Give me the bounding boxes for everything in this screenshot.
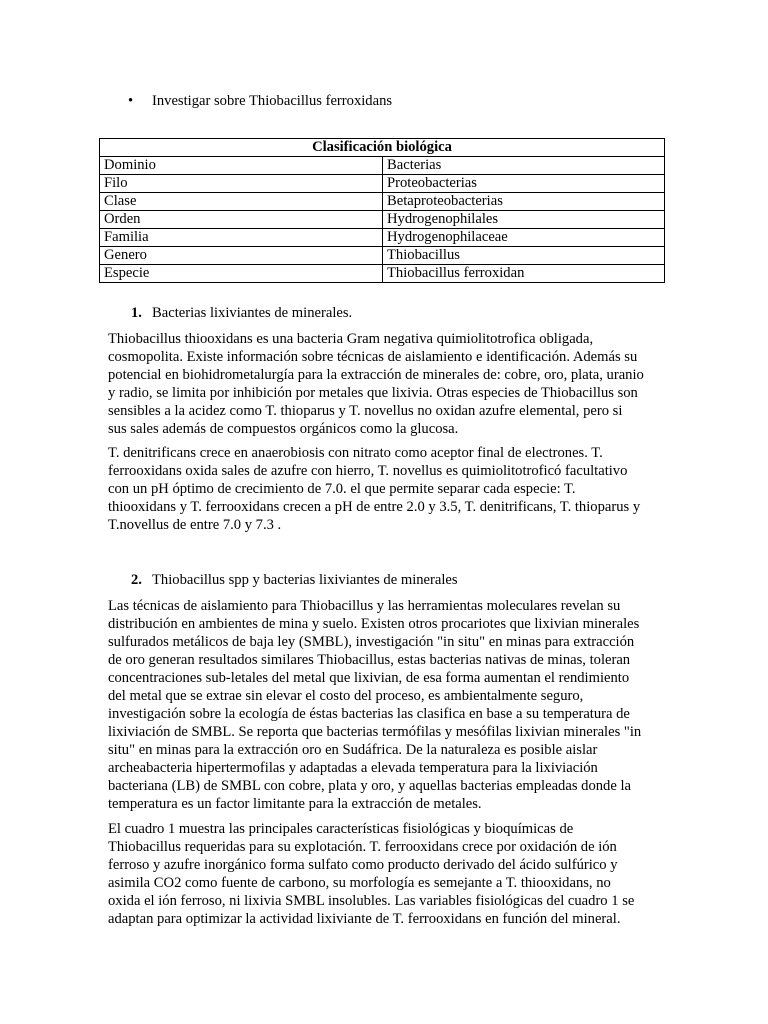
- text-line: Thiobacillus thiooxidans es una bacteria Gram negativa quimiolitotrofica obligada,: [108, 331, 594, 347]
- section-title: Thiobacillus spp y bacterias lixiviantes de minerales: [152, 572, 458, 588]
- rank-cell: Especie: [100, 265, 383, 283]
- section-2-paragraph-1: [108, 597, 664, 813]
- section-1-paragraph-2: [108, 444, 664, 534]
- text-line: Thiobacillus requeridas para su explotación. T. ferrooxidans crece por oxidación de ión: [108, 839, 617, 855]
- bullet-item: [128, 92, 392, 110]
- rank-cell: Dominio: [100, 157, 383, 175]
- bullet-icon: •: [128, 93, 134, 109]
- section-2-heading: [131, 571, 458, 589]
- rank-cell: Orden: [100, 211, 383, 229]
- table-row: [100, 229, 665, 247]
- text-line: temperatura es un factor limitante para la extracción de metales.: [108, 796, 482, 812]
- text-line: ferrooxidans oxida sales de azufre con hierro, T. novellus es quimiolitotroficó facultativo: [108, 463, 628, 479]
- taxon-cell: Hydrogenophilales: [383, 211, 665, 229]
- text-line: sulfurados metálicos de baja ley (SMBL), investigación "in situ" en minas para extracción: [108, 634, 635, 650]
- text-line: distribución en ambientes de mina y suelo. Existen otros procariotes que lixivian minerales: [108, 616, 640, 632]
- classification-table: [99, 138, 665, 283]
- section-number: 2.: [131, 572, 142, 588]
- text-line: potencial en biohidrometalurgía para la extracción de minerales de: cobre, oro, plata, uranio: [108, 367, 644, 383]
- table-row: [100, 247, 665, 265]
- text-line: bacteriana (LB) de SMBL con cobre, plata y oro, y aquellas bacterias empleadas donde la: [108, 778, 632, 794]
- section-1-heading: [131, 304, 352, 322]
- text-line: sus sales además de compuestos orgánicos como la glucosa.: [108, 421, 459, 437]
- table-row: [100, 157, 665, 175]
- text-line: situ" en minas para la extracción oro en Sudáfrica. De la naturaleza es posible aislar: [108, 742, 598, 758]
- section-1-paragraph-1: [108, 330, 664, 438]
- text-line: archeabacteria hipertermofilas y adaptadas a elevada temperatura para la lixiviación: [108, 760, 598, 776]
- text-line: investigación sobre la ecología de éstas bacterias las clasifica en base a su temperatura de: [108, 706, 630, 722]
- text-line: oxida el ión ferroso, ni lixivia SMBL insolubles. Las variables fisiológicas del cuadro 1 se: [108, 893, 635, 909]
- text-line: thiooxidans y T. ferrooxidans crecen a pH de entre 2.0 y 3.5, T. denitrificans, T. thioparus y: [108, 499, 641, 515]
- rank-cell: Familia: [100, 229, 383, 247]
- taxon-cell: Betaproteobacterias: [383, 193, 665, 211]
- rank-cell: Clase: [100, 193, 383, 211]
- text-line: concentraciones sub-letales del metal que lixivian, de esa forma aumentan el rendimiento: [108, 670, 630, 686]
- text-line: con un pH óptimo de crecimiento de 7.0. el que permite separar cada especie: T.: [108, 481, 576, 497]
- table-title: Clasificación biológica: [100, 139, 665, 157]
- text-line: y radio, se limita por inhibición por metales que lixivia. Otras especies de Thiobacillus son: [108, 385, 638, 401]
- section-title: Bacterias lixiviantes de minerales.: [152, 305, 353, 321]
- text-line: ferroso y azufre inorgánico forma sulfato como producto derivado del ácido sulfúrico y: [108, 857, 618, 873]
- text-line: T. denitrificans crece en anaerobiosis con nitrato como aceptor final de electrones. T.: [108, 445, 603, 461]
- taxon-cell: Proteobacterias: [383, 175, 665, 193]
- taxon-cell: Hydrogenophilaceae: [383, 229, 665, 247]
- section-number: 1.: [131, 305, 142, 321]
- text-line: Las técnicas de aislamiento para Thiobacillus y las herramientas moleculares revelan su: [108, 598, 621, 614]
- table-row: [100, 175, 665, 193]
- text-line: El cuadro 1 muestra las principales características fisiológicas y bioquímicas de: [108, 821, 574, 837]
- text-line: de oro generan resultados similares Thiobacillus, estas bacterias nativas de minas, toleran: [108, 652, 631, 668]
- table-row: [100, 193, 665, 211]
- text-line: sensibles a la acidez como T. thioparus y T. novellus no oxidan azufre elemental, pero si: [108, 403, 623, 419]
- taxon-cell: Thiobacillus ferroxidan: [383, 265, 665, 283]
- rank-cell: Genero: [100, 247, 383, 265]
- bullet-text: Investigar sobre Thiobacillus ferroxidans: [152, 93, 393, 109]
- rank-cell: Filo: [100, 175, 383, 193]
- table-row: [100, 211, 665, 229]
- text-line: lixiviación de SMBL. Se reporta que bacterias termófilas y mesófilas lixivian minerales "in: [108, 724, 642, 740]
- table-row: [100, 265, 665, 283]
- taxon-cell: Thiobacillus: [383, 247, 665, 265]
- text-line: del metal que se extrae sin elevar el costo del proceso, es ambientalmente seguro,: [108, 688, 584, 704]
- text-line: T.novellus de entre 7.0 y 7.3 .: [108, 517, 282, 533]
- text-line: cosmopolita. Existe información sobre técnicas de aislamiento e identificación. Además su: [108, 349, 638, 365]
- section-2-paragraph-2: [108, 820, 664, 928]
- taxon-cell: Bacterias: [383, 157, 665, 175]
- text-line: asimila CO2 como fuente de carbono, su morfología es semejante a T. thiooxidans, no: [108, 875, 611, 891]
- text-line: adaptan para optimizar la actividad lixiviante de T. ferrooxidans en función del mineral.: [108, 911, 621, 927]
